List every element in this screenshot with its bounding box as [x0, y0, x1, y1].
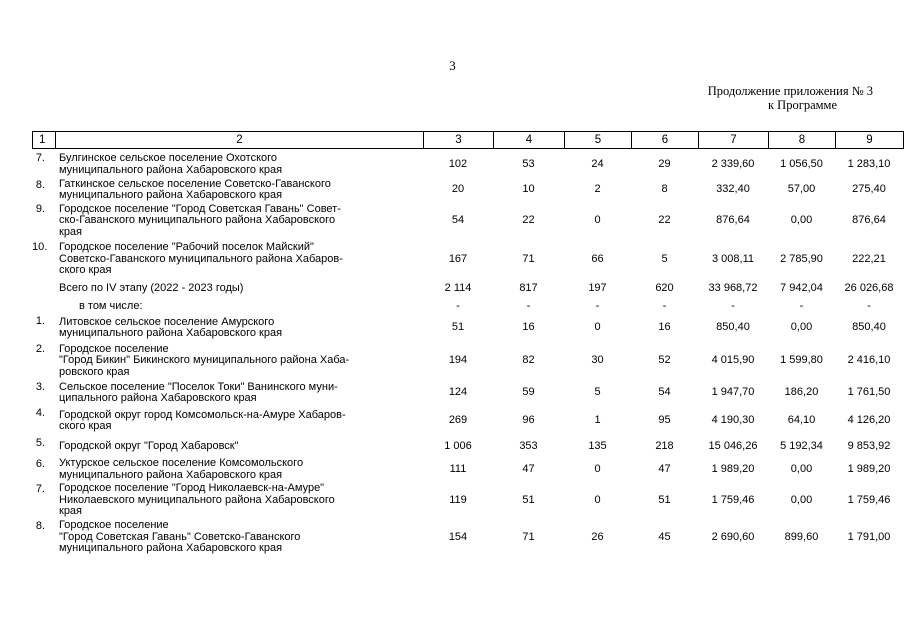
cell-col-8: 5 192,34	[780, 439, 823, 452]
table-row	[32, 380, 903, 406]
row-label: Всего по IV этапу (2022 - 2023 годы)	[59, 282, 244, 295]
cell-col-4: 96	[522, 414, 535, 427]
row-name	[55, 380, 423, 406]
cell-col-5: 5	[594, 386, 601, 399]
row-name	[55, 240, 423, 279]
cell-col-9: 222,21	[852, 252, 886, 265]
row-name	[55, 457, 423, 482]
summary-row	[32, 279, 903, 299]
cell-col-3: 167	[448, 252, 468, 265]
cell-col-8: 899,60	[784, 530, 819, 543]
row-name-line: Уктурское сельское поселение Комсомольского	[59, 457, 304, 469]
cell-col-8: -	[799, 299, 804, 312]
cell-col-3: 124	[448, 386, 468, 399]
cell-col-6: 45	[658, 530, 671, 543]
cell-col-6: 22	[658, 214, 671, 227]
cell-col-8: 7 942,04	[780, 282, 823, 295]
cell-col-8: 0,00	[790, 493, 813, 506]
data-table	[32, 151, 903, 556]
cell-col-3: 102	[448, 157, 468, 170]
table-row	[32, 342, 903, 380]
header-col-6: 6	[632, 132, 699, 149]
row-name-line: ципального района Хабаровского края	[59, 392, 257, 404]
cell-col-9: 1 989,20	[847, 462, 891, 475]
cell-col-9: 2 416,10	[847, 354, 891, 367]
cell-col-9: 1 759,46	[847, 493, 891, 506]
cell-col-9: 9 853,92	[847, 439, 891, 452]
row-name-line: ского края	[59, 264, 112, 277]
appendix-line-1: Продолжение приложения № 3	[707, 84, 873, 98]
table-row	[32, 178, 903, 202]
row-name-line: Городское поселение "Город Николаевск-на-Амуре"	[59, 482, 325, 495]
cell-col-3: 20	[451, 183, 465, 196]
table-row	[32, 436, 903, 457]
cell-col-7: 2 339,60	[711, 157, 755, 170]
cell-col-7: 4 015,90	[711, 354, 755, 367]
cell-col-9: 850,40	[852, 321, 886, 334]
cell-col-7: 15 046,26	[708, 439, 758, 452]
cell-col-4: 22	[522, 214, 535, 227]
cell-col-8: 57,00	[787, 183, 816, 196]
row-name	[55, 279, 423, 299]
cell-col-4: 47	[522, 462, 535, 475]
row-number: 5.	[35, 437, 45, 449]
cell-col-5: 197	[588, 282, 607, 295]
row-name-line: ского края	[59, 420, 112, 432]
cell-col-4: 51	[522, 493, 535, 506]
table-row	[32, 519, 903, 556]
cell-col-9: 1 283,10	[847, 157, 891, 170]
row-name	[55, 519, 423, 556]
row-name-line: Гаткинское сельское поселение Советско-Гаванского	[59, 177, 331, 190]
cell-col-4: 71	[522, 252, 535, 265]
cell-col-9: 26 026,68	[844, 282, 894, 295]
cell-col-6: 47	[658, 462, 671, 475]
row-number: 7.	[35, 152, 45, 164]
cell-col-6: 5	[661, 252, 668, 265]
cell-col-7: 332,40	[716, 183, 750, 196]
row-name-line: Городское поселение "Город Советская Гавань" Совет-	[59, 202, 341, 215]
cell-col-5: 1	[594, 414, 601, 427]
cell-col-7: 1 759,46	[711, 493, 755, 506]
row-name-line: муниципального района Хабаровского края	[59, 163, 283, 176]
cell-col-7: 2 690,60	[711, 530, 755, 543]
row-name	[55, 202, 423, 240]
cell-col-3: 194	[448, 354, 468, 367]
cell-col-9: 275,40	[852, 183, 886, 196]
row-name-line: муниципального района Хабаровского края	[59, 468, 283, 481]
row-name-line: муниципального района Хабаровского края	[59, 542, 283, 555]
row-name-line: Городское поселение "Рабочий поселок Майский"	[59, 241, 314, 254]
cell-col-4: 353	[519, 439, 538, 452]
cell-col-8: 0,00	[790, 321, 813, 334]
cell-col-7: 876,64	[716, 214, 750, 227]
row-name	[55, 314, 423, 342]
cell-col-7: 1 947,70	[711, 386, 755, 399]
cell-col-4: -	[526, 299, 531, 312]
cell-col-9: -	[867, 299, 871, 312]
cell-col-8: 2 785,90	[780, 252, 823, 265]
cell-col-4: 71	[522, 530, 535, 543]
row-name-line: Советско-Гаванского муниципального района Хабаров-	[59, 252, 343, 265]
cell-col-5: 0	[594, 462, 601, 475]
row-number: 8.	[35, 179, 45, 191]
row-name	[55, 178, 423, 202]
row-name-line: Городское поселение	[59, 519, 169, 532]
cell-col-4: 82	[522, 354, 535, 367]
cell-col-6: 54	[658, 386, 671, 399]
row-name	[55, 342, 423, 380]
header-col-2: 2	[56, 132, 424, 149]
cell-col-7: 1 989,20	[711, 462, 755, 475]
cell-col-6: 52	[658, 354, 671, 367]
cell-col-4: 817	[519, 282, 538, 295]
cell-col-3: 154	[448, 530, 468, 543]
row-number: 1.	[35, 315, 45, 327]
row-name-line: Сельское поселение "Поселок Токи" Ванинского муни-	[59, 380, 338, 393]
cell-col-8: 64,10	[787, 414, 816, 427]
cell-col-8: 1 599,80	[780, 354, 823, 367]
table-row	[32, 202, 903, 240]
row-name-line: "Город Бикин" Бикинского муниципального района Хаба-	[59, 354, 350, 367]
row-number: 2.	[35, 343, 45, 355]
row-name-line: Литовское сельское поселение Амурского	[59, 315, 275, 328]
page-number: 3	[449, 58, 456, 73]
row-name-line: "Город Советская Гавань" Советско-Гаванского	[59, 530, 301, 543]
row-number: 7.	[35, 483, 45, 495]
cell-col-6: -	[662, 299, 667, 312]
appendix-caption	[708, 84, 873, 112]
row-name	[55, 151, 423, 178]
cell-col-4: 10	[522, 183, 535, 196]
row-name-line: муниципального района Хабаровского края	[59, 327, 283, 339]
cell-col-3: 269	[448, 414, 468, 427]
row-name-line: Николаевского муниципального района Хабаровского	[59, 493, 335, 506]
row-name	[55, 436, 423, 457]
cell-col-3: 2 114	[444, 282, 472, 295]
row-number: 10.	[32, 241, 48, 253]
cell-col-9: 1 791,00	[847, 530, 891, 543]
cell-col-8: 186,20	[784, 386, 819, 399]
cell-col-3: -	[456, 299, 460, 312]
cell-col-3: 54	[451, 214, 465, 227]
row-number: 8.	[35, 520, 45, 532]
row-name-line: ско-Гаванского муниципального района Хабаровского	[59, 214, 336, 227]
cell-col-7: 33 968,72	[708, 282, 758, 295]
row-number: 3.	[35, 381, 45, 393]
cell-col-6: 16	[658, 321, 671, 334]
table-row	[32, 151, 903, 178]
row-name-line: Городское поселение	[59, 342, 169, 355]
row-name	[55, 482, 423, 519]
row-name-line: края	[59, 225, 83, 238]
cell-col-3: 119	[449, 493, 467, 506]
cell-col-5: 30	[591, 354, 604, 367]
cell-col-5: 0	[594, 493, 601, 506]
cell-col-7: -	[731, 299, 735, 312]
cell-col-6: 95	[658, 414, 671, 427]
cell-col-5: 0	[594, 321, 601, 334]
table-row	[32, 457, 903, 482]
table-header	[32, 131, 904, 149]
cell-col-8: 0,00	[790, 462, 813, 475]
row-number	[32, 299, 55, 314]
row-name	[55, 299, 423, 314]
row-name-line: края	[59, 505, 83, 518]
header-col-9: 9	[836, 132, 904, 149]
cell-col-5: 26	[591, 530, 604, 543]
cell-col-4: 53	[522, 157, 535, 170]
cell-col-7: 3 008,11	[711, 252, 754, 265]
header-col-5: 5	[565, 132, 632, 149]
cell-col-3: 1 006	[444, 439, 472, 452]
row-name-line: ровского края	[59, 365, 130, 378]
cell-col-7: 850,40	[716, 321, 750, 334]
row-name-line: Булгинское сельское поселение Охотского	[59, 152, 278, 164]
row-label: в том числе:	[79, 299, 143, 312]
cell-col-5: 2	[594, 183, 601, 196]
row-name-line: Городской округ город Комсомольск-на-Амуре Хабаров-	[59, 408, 346, 421]
cell-col-6: 8	[661, 183, 668, 196]
cell-col-6: 218	[655, 439, 674, 452]
cell-col-5: 0	[594, 214, 601, 227]
header-col-8: 8	[769, 132, 836, 149]
cell-col-9: 1 761,50	[847, 386, 891, 399]
row-name	[55, 406, 423, 436]
row-number	[32, 279, 55, 299]
cell-col-4: 59	[522, 386, 535, 399]
cell-col-7: 4 190,30	[711, 414, 755, 427]
header-col-7: 7	[699, 132, 769, 149]
cell-col-9: 876,64	[852, 214, 886, 227]
cell-col-6: 620	[655, 282, 674, 295]
table-row	[32, 406, 903, 436]
row-name-line: муниципального района Хабаровского края	[59, 189, 283, 201]
row-number: 9.	[35, 203, 45, 215]
cell-col-8: 1 056,50	[780, 157, 823, 170]
header-col-3: 3	[424, 132, 494, 149]
cell-col-9: 4 126,20	[847, 414, 891, 427]
row-number: 4.	[35, 407, 45, 419]
cell-col-5: 66	[591, 252, 604, 265]
header-col-4: 4	[494, 132, 565, 149]
table-row	[32, 240, 903, 279]
cell-col-3: 51	[451, 321, 465, 334]
cell-col-5: -	[595, 299, 600, 312]
cell-col-6: 29	[658, 157, 671, 170]
header-col-1: 1	[33, 132, 56, 149]
appendix-line-2: к Программе	[767, 98, 837, 112]
cell-col-8: 0,00	[790, 214, 813, 227]
cell-col-3: 111	[449, 462, 467, 475]
table-row	[32, 314, 903, 342]
table-row	[32, 482, 903, 519]
cell-col-4: 16	[522, 321, 535, 334]
cell-col-5: 135	[588, 439, 607, 452]
cell-col-6: 51	[658, 493, 671, 506]
cell-col-5: 24	[591, 157, 604, 170]
summary-row	[32, 299, 903, 314]
row-name-line: Городской округ "Город Хабаровск"	[59, 439, 239, 452]
row-number: 6.	[35, 458, 45, 470]
